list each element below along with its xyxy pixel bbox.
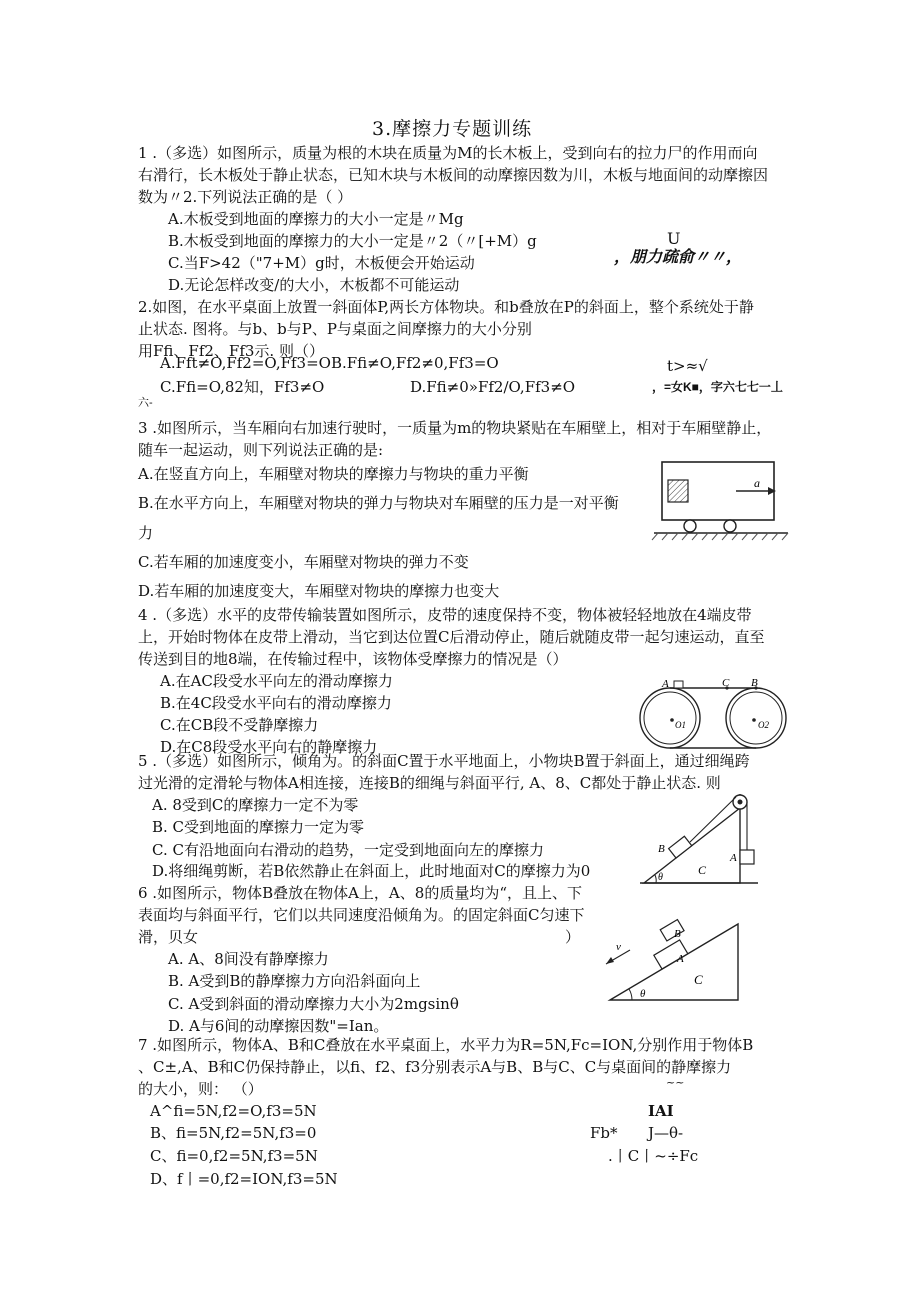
q4-line-3: 传送到目的地8端，在传输过程中，该物体受摩擦力的情况是（） <box>138 650 568 668</box>
q5-option-c: C. C有沿地面向右滑动的趋势，一定受到地面向左的摩擦力 <box>152 841 544 859</box>
q4-option-b: B.在4C段受水平向右的滑动摩擦力 <box>160 694 392 712</box>
q6-option-b: B. A受到B的静摩擦力方向沿斜面向上 <box>168 972 421 990</box>
q6-line-3: 滑，贝女 <box>138 928 199 946</box>
q1-option-c: C.当F>42（"7+M）g时，木板便会开始运动 <box>168 254 475 272</box>
block-a <box>740 850 754 864</box>
q6-option-d: D. A与6间的动摩擦因数"=Ian。 <box>168 1017 389 1035</box>
q7-figure-ocr-row2b: J—θ- <box>648 1124 684 1142</box>
q7-figure-ocr-row1: IAI <box>648 1102 674 1120</box>
q3-line-1: 3 .如图所示，当车厢向右加速行驶时，一质量为m的物块紧贴在车厢壁上，相对于车厢壁静止， <box>138 419 772 437</box>
label-c: C <box>694 972 703 987</box>
q7-option-d: D、f丨=0,f2=ION,f3=5N <box>150 1170 338 1188</box>
object-on-belt <box>674 681 683 688</box>
q2-line-3: 用Ffi、Ff2、Ff3示. 则（） <box>138 342 324 360</box>
q1-option-d: D.无论怎样改变/的大小，木板都不可能运动 <box>168 276 460 294</box>
pulley-right-inner <box>730 692 782 744</box>
q7-line-2: 、C±,A、B和C仍保持静止，以fi、f2、f3分别表示A与B、B与C、C与桌面间的静摩擦力 <box>138 1058 732 1076</box>
label-o1: O1 <box>675 720 686 730</box>
q6-option-a: A. A、8间没有静摩擦力 <box>168 950 329 968</box>
q1-option-b: B.木板受到地面的摩擦力的大小一定是〃2（〃[+M）g <box>168 232 537 250</box>
q7-figure-ocr-row3: .丨C丨~÷Fc <box>608 1147 699 1165</box>
q1-figure-u-label: U <box>667 229 681 248</box>
q3-option-b: B.在水平方向上，车厢壁对物块的弹力与物块对车厢壁的压力是一对平衡 <box>138 494 619 512</box>
q4-figure-conveyor <box>632 678 792 756</box>
q7-option-a: A^fi=5N,f2=O,f3=5N <box>150 1102 317 1120</box>
q7-tilde: ~~ <box>666 1076 685 1089</box>
railcar-wheel-left <box>684 520 696 532</box>
q1-line-2: 右滑行，长木板处于静止状态，已知木块与木板间的动摩擦因数为川，木板与地面间的动摩擦因 <box>138 166 769 184</box>
q3-option-d: D.若车厢的加速度变大，车厢壁对物块的摩擦力也变大 <box>138 582 500 600</box>
railcar-wheel-right <box>724 520 736 532</box>
q3-figure-railcar <box>650 458 790 548</box>
q5-line-1: 5 .（多选）如图所示，倾角为。的斜面C置于水平地面上，小物块B置于斜面上，通过细绳跨 <box>138 752 750 770</box>
axle-left <box>670 718 674 722</box>
label-b: B <box>674 928 681 940</box>
q2-figure-ocr-top: t>≈√ <box>667 357 708 375</box>
q1-option-a: A.木板受到地面的摩擦力的大小一定是〃Mg <box>168 210 464 228</box>
acceleration-label: a <box>754 476 760 490</box>
q3-line-2: 随车一起运动，则下列说法正确的是: <box>138 441 384 459</box>
label-c: C <box>722 678 730 689</box>
label-a: A <box>662 678 669 690</box>
q1-line-1: 1 .（多选）如图所示，质量为根的木块在质量为M的长木板上，受到向右的拉力尸的作用而向 <box>138 144 758 162</box>
label-v: v <box>616 941 621 953</box>
q4-option-d: D.在C8段受水平向右的静摩擦力 <box>160 738 378 756</box>
label-theta: θ <box>640 988 646 1000</box>
q7-line-1: 7 .如图所示，物体A、B和C叠放在水平桌面上，水平力为R=5N,Fc=ION,分别作用于物体B <box>138 1036 754 1054</box>
q5-option-b: B. C受到地面的摩擦力一定为零 <box>152 818 365 836</box>
pulley-left <box>640 688 700 748</box>
q2-option-ab: A.Fft≠O,Ff2=O,Ff3=OB.Ffi≠O,Ff2≠0,Ff3=O <box>160 354 499 372</box>
q6-line-1: 6 .如图所示，物体B叠放在物体A上，A、8的质量均为“，且上、下 <box>138 884 582 902</box>
q4-line-1: 4 .（多选）水平的皮带传输装置如图所示，皮带的速度保持不变，物体被轻轻地放在4端皮带 <box>138 606 752 624</box>
ground-hatching <box>652 533 788 540</box>
pulley-right <box>726 688 786 748</box>
q7-option-c: C、fi=0,f2=5N,f3=5N <box>150 1147 318 1165</box>
q4-line-2: 上，开始时物体在皮带上滑动，当它到达位置C后滑动停止，随后就随皮带一起匀速运动，直至 <box>138 628 765 646</box>
q7-option-b: B、fi=5N,f2=5N,f3=0 <box>150 1124 317 1142</box>
q2-line-1: 2.如图，在水平桌面上放置一斜面体P,两长方体物块。和b叠放在P的斜面上，整个系统处于静 <box>138 298 754 316</box>
q2-line-2: 止状态. 图将。与b、b与P、P与桌面之间摩擦力的大小分别 <box>138 320 532 338</box>
q7-figure-ocr-row2a: Fb* <box>590 1124 618 1142</box>
q2-option-d: D.Ffi≠0»Ff2∕O,Ff3≠O <box>410 378 576 396</box>
q6-paren: ） <box>565 928 581 946</box>
label-a: A <box>677 953 684 965</box>
q3-option-a: A.在竖直方向上，车厢壁对物块的摩擦力与物块的重力平衡 <box>138 465 529 483</box>
q6-option-c: C. A受到斜面的滑动摩擦力大小为2mgsinθ <box>168 995 459 1013</box>
label-c: C <box>698 863 707 877</box>
velocity-arrowhead <box>606 957 614 964</box>
q2-option-c: C.Ffi=O,82知，Ff3≠O <box>160 378 325 396</box>
label-a: A <box>730 852 737 864</box>
q5-figure-incline-pulley <box>640 788 775 888</box>
q3-option-b-cont: 力 <box>138 524 154 542</box>
label-o2: O2 <box>758 720 769 730</box>
q2-figure-ocr-mid: ，=女K■，字六七七一丄 <box>652 380 783 394</box>
page-title: 3.摩擦力专题训练 <box>372 118 533 140</box>
q4-option-a: A.在AC段受水平向左的滑动摩擦力 <box>160 672 393 690</box>
q1-figure-ocr-text: ，朋力疏俞〃〃， <box>614 247 743 266</box>
axle-right <box>752 718 756 722</box>
q5-option-a: A. 8受到C的摩擦力一定不为零 <box>152 796 359 814</box>
block-on-wall <box>668 480 688 502</box>
label-b: B <box>751 678 758 689</box>
q7-line-3: 的大小，则： （） <box>138 1080 263 1098</box>
label-theta: θ <box>658 872 663 883</box>
label-b: B <box>658 843 665 855</box>
q1-line-3: 数为〃2.下列说法正确的是（ ） <box>138 188 353 206</box>
pulley-axle <box>738 800 743 805</box>
q6-line-2: 表面均与斜面平行，它们以共同速度沿倾角为。的固定斜面C匀速下 <box>138 906 585 924</box>
q5-line-2: 过光滑的定滑轮与物体A相连接，连接B的细绳与斜面平行, A、8、C都处于静止状态. 则 <box>138 774 721 792</box>
q5-option-d: D.将细绳剪断，若B依然静止在斜面上，此时地面对C的摩擦力为0 <box>152 862 591 880</box>
q4-option-c: C.在CB段不受静摩擦力 <box>160 716 319 734</box>
q2-figure-ocr-bottom: 六- <box>138 397 153 409</box>
pulley-left-inner <box>644 692 696 744</box>
q3-option-c: C.若车厢的加速度变小，车厢壁对物块的弹力不变 <box>138 553 469 571</box>
q6-figure-stacked-blocks <box>602 912 747 1007</box>
